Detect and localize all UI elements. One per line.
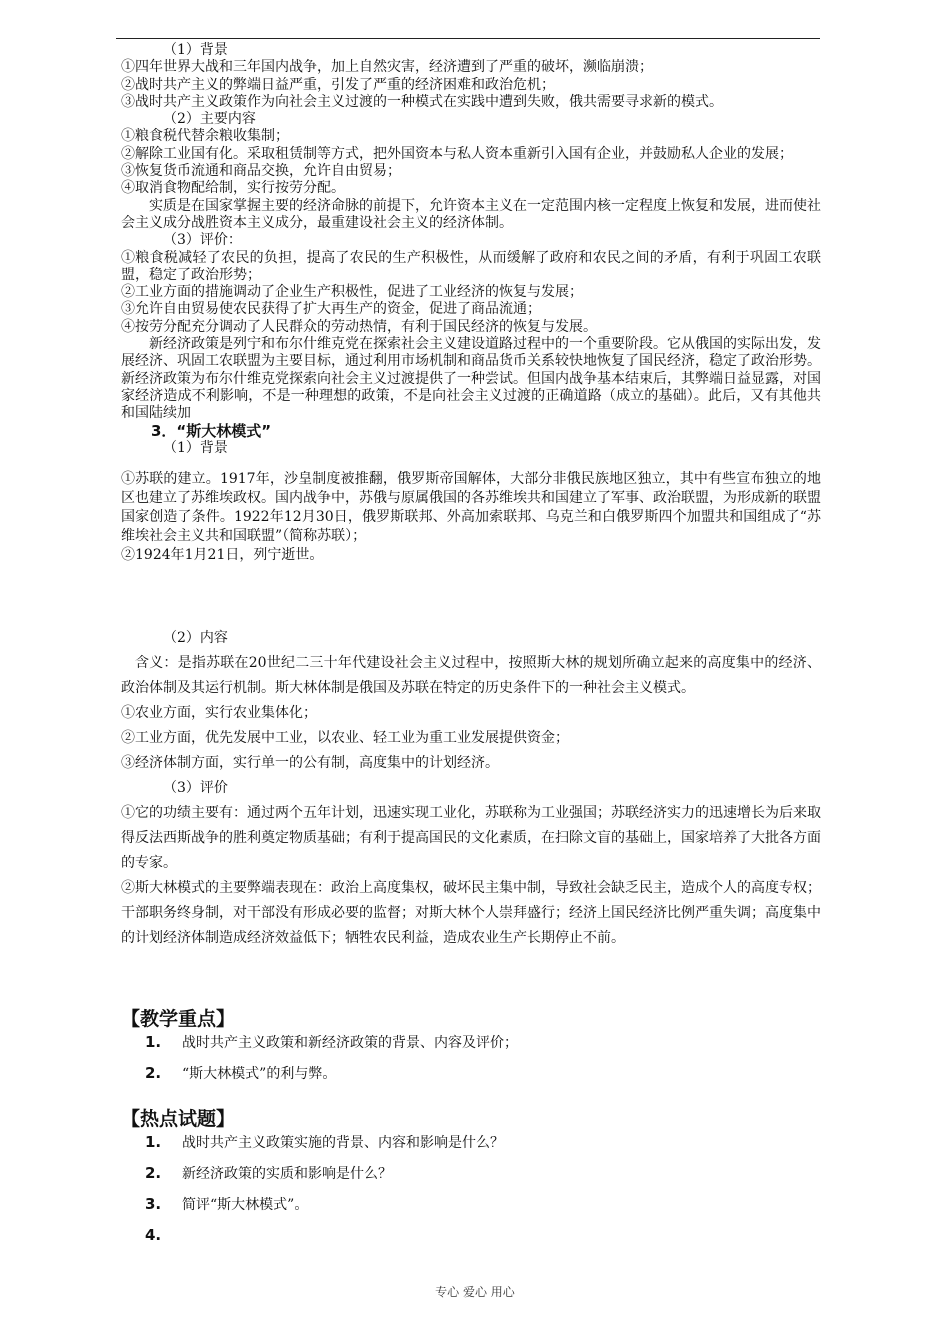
list-item-number: 1.	[145, 1132, 162, 1151]
paragraph: ②工业方面的措施调动了企业生产积极性，促进了工业经济的恢复与发展；	[121, 284, 583, 301]
paragraph: ①它的功绩主要有：通过两个五年计划，迅速实现工业化，苏联称为工业强国；苏联经济实力的迅速增长为后来取得反法西斯战争的胜利奠定物质基础；有利于提高国民的文化素质，在扫除文盲的基础上，国家培养了大批各方面的专家。	[121, 805, 821, 871]
paragraph: ④按劳分配充分调动了人民群众的劳动热情，有利于国民经济的恢复与发展。	[121, 318, 597, 335]
list-item-text: “斯大林模式”的利与弊。	[182, 1065, 337, 1082]
paragraph: ②1924年1月21日，列宁逝世。	[121, 547, 324, 563]
paragraph: ③允许自由贸易使农民获得了扩大再生产的资金，促进了商品流通；	[121, 301, 541, 318]
teaching-focus-heading: 【教学重点】	[121, 1008, 236, 1030]
list-item-number: 4.	[145, 1225, 162, 1244]
list-item	[145, 1157, 795, 1188]
hot-questions-heading: 【热点试题】	[121, 1108, 236, 1130]
hot-questions-list	[145, 1126, 795, 1250]
paragraph: （3）评价	[163, 780, 228, 796]
section-stalin-model	[121, 626, 821, 951]
paragraph: ②解除工业国有化。采取租赁制等方式，把外国资本与私人资本重新引入国有企业，并鼓励私人企业的发展；	[121, 145, 793, 162]
paragraph: 新经济政策是列宁和布尔什维克党在探索社会主义建设道路过程中的一个重要阶段。它从俄国的实际出发，发展经济、巩固工农联盟为主要目标，通过利用市场机制和商品货币关系较快地恢复了国民经济，稳定了政治形势。新经济政策为布尔什维克党探索向社会主义过渡提供了一种尝试。但国内战争基本结束后，其弊端日益显露，对国家经济造成不利影响，不是一种理想的政策，不是向社会主义过渡的正确道路（成立的基础）。此后，又有其他共和国陆续加	[121, 336, 821, 422]
list-item-number: 1.	[145, 1032, 162, 1051]
paragraph: （2）主要内容	[163, 111, 256, 128]
paragraph: ①四年世界大战和三年国内战争，加上自然灾害，经济遭到了严重的破坏，濒临崩溃；	[121, 59, 653, 76]
paragraph: （3）评价：	[163, 232, 242, 249]
list-item-text: 战时共产主义政策和新经济政策的背景、内容及评价；	[182, 1034, 518, 1051]
paragraph: ①粮食税代替余粮收集制；	[121, 128, 289, 145]
list-item	[145, 1219, 795, 1250]
paragraph: （1）背景	[163, 439, 228, 456]
paragraph: ②战时共产主义的弊端日益严重，引发了严重的经济困难和政治危机；	[121, 76, 555, 93]
paragraph: ①苏联的建立。1917年，沙皇制度被推翻，俄罗斯帝国解体，大部分非俄民族地区独立，其中有些宣布独立的地区也建立了苏维埃政权。国内战争中，苏俄与原属俄国的各苏维埃共和国建立了军事、政治联盟，为形成新的联盟国家创造了条件。1922年12月30日，俄罗斯联邦、外高加索联邦、乌克兰和白俄罗斯四个加盟共和国组成了“苏维埃社会主义共和国联盟”（简称苏联）；	[121, 471, 821, 544]
paragraph: （1）背景	[163, 42, 228, 58]
list-item-number: 2.	[145, 1063, 162, 1082]
paragraph: 含义：是指苏联在20世纪二三十年代建设社会主义过程中，按照斯大林的规划所确立起来的高度集中的经济、政治体制及其运行机制。斯大林体制是俄国及苏联在特定的历史条件下的一种社会主义模式。	[121, 655, 821, 696]
list-item-text: 简评“斯大林模式”。	[182, 1196, 309, 1213]
paragraph: ③恢复货币流通和商品交换，允许自由贸易；	[121, 163, 401, 180]
list-item-text: 新经济政策的实质和影响是什么？	[182, 1165, 392, 1182]
paragraph: ③经济体制方面，实行单一的公有制，高度集中的计划经济。	[121, 755, 499, 771]
section-ussr-background	[121, 470, 821, 565]
teaching-focus-list	[145, 1026, 795, 1088]
list-item-number: 2.	[145, 1163, 162, 1182]
paragraph: 3．“斯大林模式”	[151, 421, 272, 440]
list-item-text: 战时共产主义政策实施的背景、内容和影响是什么？	[182, 1134, 504, 1151]
list-item	[145, 1188, 795, 1219]
paragraph: 实质是在国家掌握主要的经济命脉的前提下，允许资本主义在一定范围内核一定程度上恢复和发展，进而使社会主义成分战胜资本主义成分，最重建设社会主义的经济体制。	[121, 197, 821, 231]
paragraph: ①粮食税减轻了农民的负担，提高了农民的生产积极性，从而缓解了政府和农民之间的矛盾，有利于巩固工农联盟，稳定了政治形势；	[121, 249, 821, 283]
list-item	[145, 1026, 795, 1057]
paragraph: ①农业方面，实行农业集体化；	[121, 705, 317, 721]
page-footer: 专心 爱心 用心	[435, 1285, 515, 1299]
paragraph: ③战时共产主义政策作为向社会主义过渡的一种模式在实践中遭到失败，俄共需要寻求新的模式。	[121, 93, 723, 110]
paragraph: ②工业方面，优先发展中工业，以农业、轻工业为重工业发展提供资金；	[121, 730, 569, 746]
paragraph: ②斯大林模式的主要弊端表现在：政治上高度集权，破坏民主集中制，导致社会缺乏民主，造成个人的高度专权；干部职务终身制，对干部没有形成必要的监督；对斯大林个人崇拜盛行；经济上国民经济比例严重失调；高度集中的计划经济体制造成经济效益低下；牺牲农民利益，造成农业生产长期停止不前。	[121, 880, 821, 946]
list-item-number: 3.	[145, 1194, 162, 1213]
paragraph: （2）内容	[163, 630, 228, 646]
paragraph: ④取消食物配给制，实行按劳分配。	[121, 180, 345, 197]
header-rule	[116, 38, 820, 39]
section-new-economic-policy	[121, 42, 821, 457]
list-item	[145, 1126, 795, 1157]
list-item	[145, 1057, 795, 1088]
